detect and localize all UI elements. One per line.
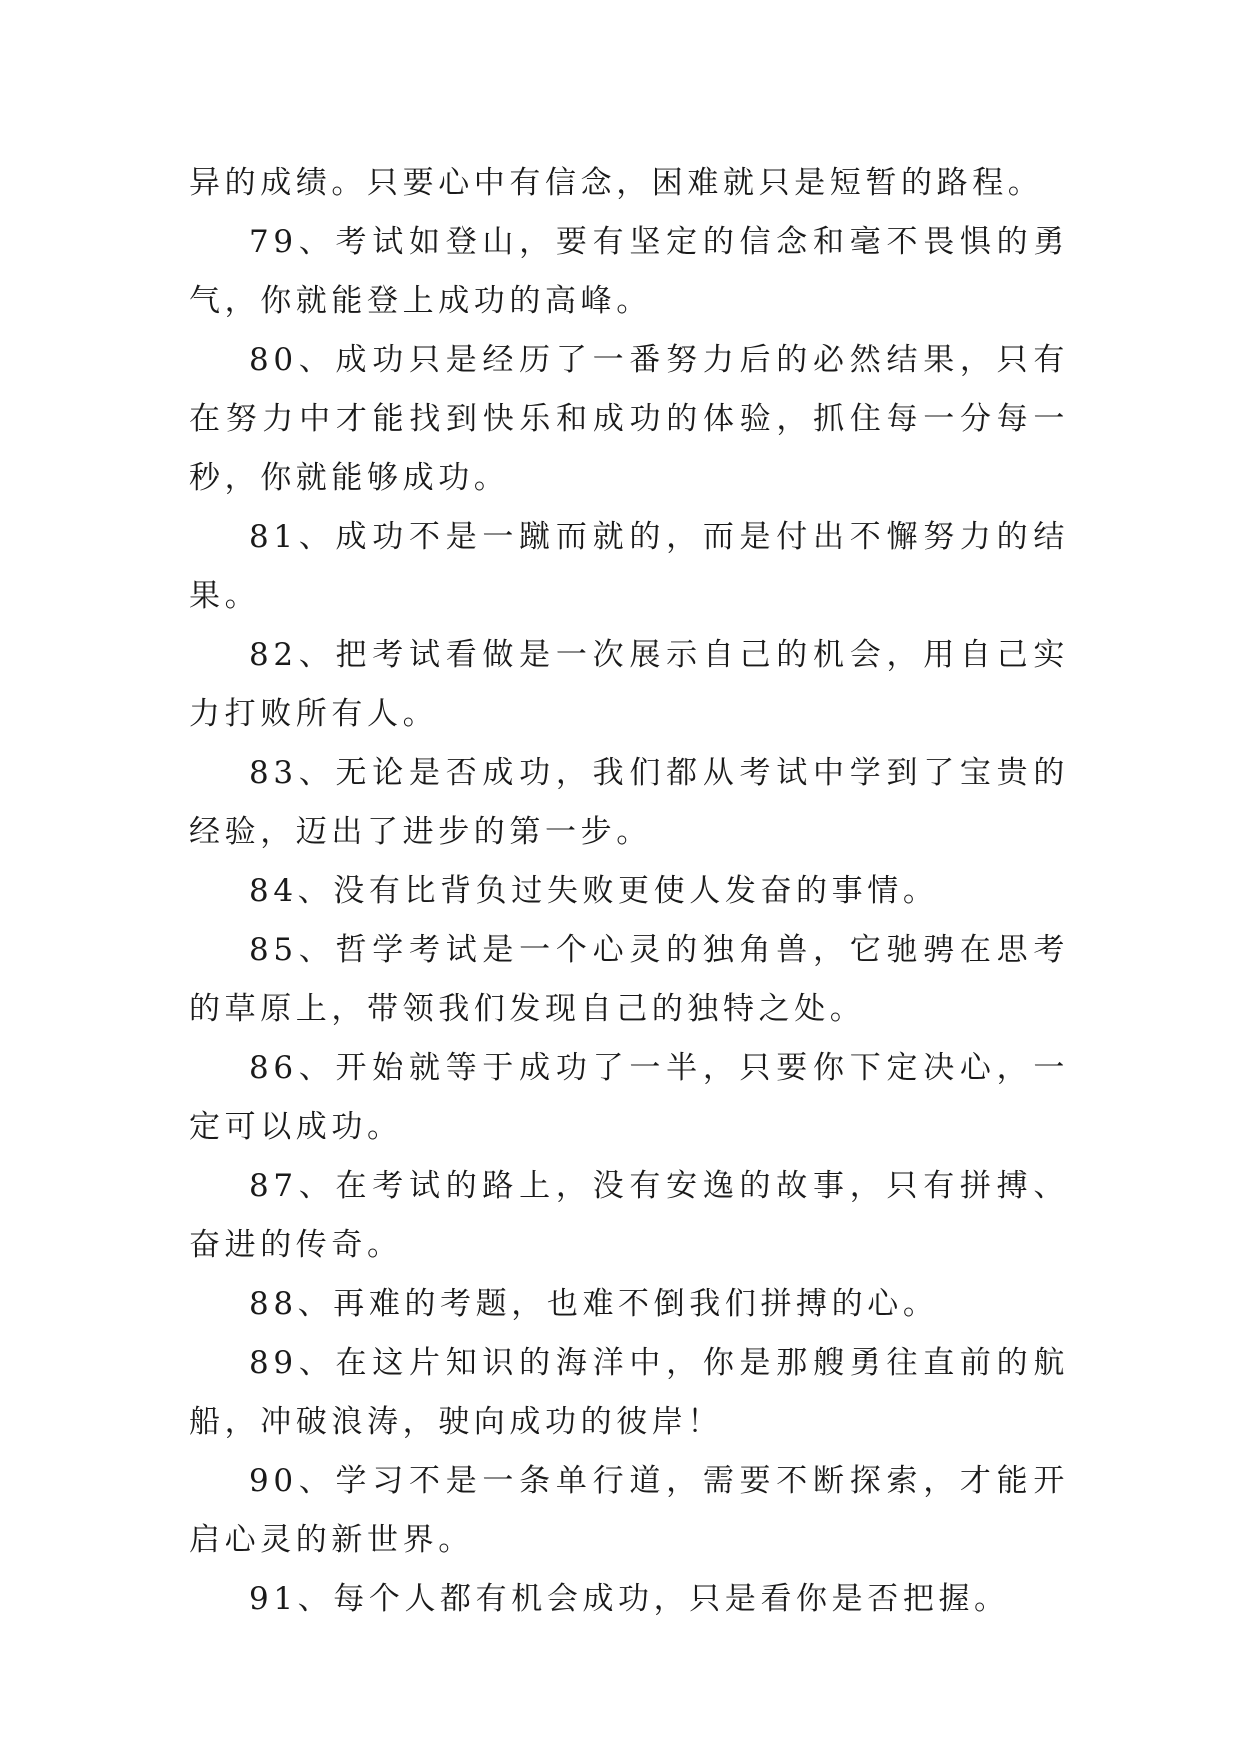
paragraph-91: 91、每个人都有机会成功，只是看你是否把握。	[249, 1581, 1010, 1617]
paragraph-89: 89、在这片知识的海洋中，你是那艘勇往直前的航船，冲破浪涛，驶向成功的彼岸！	[189, 1345, 1069, 1440]
paragraph-continued: 异的成绩。只要心中有信念，困难就只是短暂的路程。	[189, 165, 1044, 201]
paragraph-86: 86、开始就等于成功了一半，只要你下定决心，一定可以成功。	[189, 1050, 1069, 1145]
paragraph-79: 79、考试如登山，要有坚定的信念和毫不畏惧的勇气，你就能登上成功的高峰。	[189, 224, 1069, 319]
paragraph-80: 80、成功只是经历了一番努力后的必然结果，只有在努力中才能找到快乐和成功的体验，抓住每一分每一秒，你就能够成功。	[189, 342, 1069, 496]
document-body	[189, 154, 1069, 1629]
paragraph-88: 88、再难的考题，也难不倒我们拼搏的心。	[249, 1286, 939, 1322]
paragraph-82: 82、把考试看做是一次展示自己的机会，用自己实力打败所有人。	[189, 637, 1069, 732]
paragraph-85: 85、哲学考试是一个心灵的独角兽，它驰骋在思考的草原上，带领我们发现自己的独特之处。	[189, 932, 1069, 1027]
paragraph-81: 81、成功不是一蹴而就的，而是付出不懈努力的结果。	[189, 519, 1069, 614]
paragraph-84: 84、没有比背负过失败更使人发奋的事情。	[249, 873, 939, 909]
paragraph-90: 90、学习不是一条单行道，需要不断探索，才能开启心灵的新世界。	[189, 1463, 1069, 1558]
paragraph-83: 83、无论是否成功，我们都从考试中学到了宝贵的经验，迈出了进步的第一步。	[189, 755, 1069, 850]
paragraph-87: 87、在考试的路上，没有安逸的故事，只有拼搏、奋进的传奇。	[189, 1168, 1069, 1263]
